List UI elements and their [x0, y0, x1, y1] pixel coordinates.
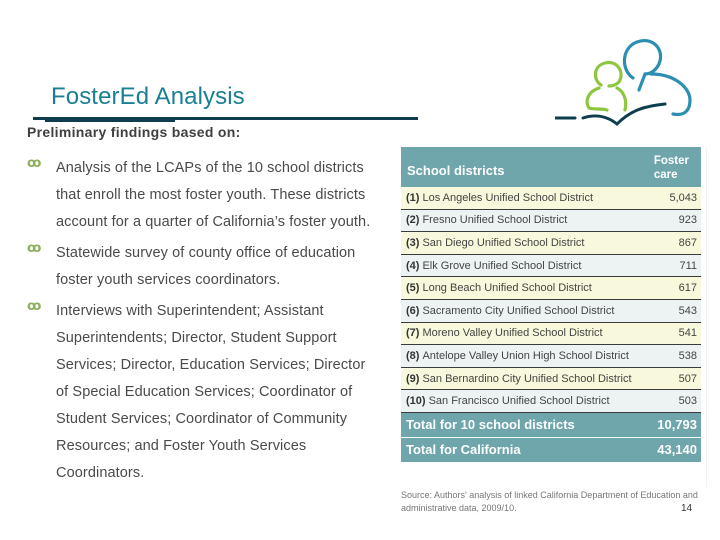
foster-care-count: 543	[678, 304, 697, 317]
bullet-line: Interviews with Superintendent; Assistant	[56, 303, 324, 319]
table-row	[401, 255, 701, 278]
district-name: San Bernardino City Unified School District	[422, 372, 632, 385]
district-name: San Diego Unified School District	[422, 236, 585, 249]
bullet-item	[27, 240, 387, 294]
bullet-line: Services; Director, Education Services; Director	[56, 357, 366, 373]
source-line: administrative data, 2009/10.	[401, 503, 517, 513]
source-line: Source: Authors' analysis of linked California Department of Education and	[401, 490, 698, 500]
table-row	[401, 323, 701, 346]
district-cell	[406, 305, 614, 317]
total-value: 10,793	[657, 417, 697, 433]
total-label: Total for 10 school districts	[406, 417, 575, 433]
table-row	[401, 345, 701, 368]
table-row	[401, 390, 701, 413]
district-cell	[406, 214, 567, 226]
foster-youth-table	[401, 147, 701, 463]
bullet-line: Resources; and Foster Youth Services	[56, 438, 307, 454]
rank-label: (10)	[406, 395, 426, 408]
header-foster-line2: care	[653, 169, 678, 181]
rank-label: (3)	[406, 236, 420, 249]
table-row	[401, 210, 701, 233]
total-value: 43,140	[657, 442, 697, 458]
bullet-line: Superintendents; Director, Student Support	[56, 330, 337, 346]
district-name: Sacramento City Unified School District	[422, 304, 615, 317]
bullet-line: of Special Education Services; Coordinator of	[56, 384, 353, 400]
rank-label: (4)	[406, 259, 420, 272]
table-body	[401, 187, 701, 413]
foster-care-count: 711	[679, 259, 697, 272]
title-divider-accent	[45, 118, 175, 122]
district-name: Elk Grove Unified School District	[422, 259, 582, 272]
bullet-line: account for a quarter of California’s foster youth.	[56, 214, 371, 230]
rank-label: (2)	[406, 214, 420, 227]
foster-care-count: 541	[678, 327, 697, 340]
logo-adult-figure	[624, 41, 660, 90]
header-foster-care	[654, 154, 689, 182]
table-row	[401, 277, 701, 300]
bullet-line: Coordinators.	[56, 465, 145, 481]
table-header	[401, 147, 701, 187]
bullet-item	[27, 155, 387, 236]
logo-book	[555, 104, 665, 124]
logo-child-body	[587, 88, 626, 110]
foster-care-count: 5,043	[669, 191, 697, 204]
table-row	[401, 232, 701, 255]
district-cell	[406, 373, 632, 385]
foster-care-count: 538	[678, 349, 697, 362]
bullet-line: foster youth services coordinators.	[56, 272, 281, 288]
table-total-row	[401, 413, 701, 438]
rank-label: (6)	[406, 304, 420, 317]
total-label: Total for California	[406, 442, 521, 458]
district-cell	[406, 282, 592, 294]
header-foster-line1: Foster	[653, 155, 689, 167]
rank-label: (8)	[406, 349, 420, 362]
rank-label: (1)	[406, 191, 420, 204]
rank-label: (9)	[406, 372, 420, 385]
rank-label: (5)	[406, 282, 420, 295]
subheading: Preliminary findings based on:	[27, 124, 241, 140]
bullet-line: Analysis of the LCAPs of the 10 school districts	[56, 160, 364, 176]
district-name: Antelope Valley Union High School District	[422, 349, 629, 362]
curl-bullet-icon: ꝏ	[27, 156, 42, 171]
bullet-item	[27, 298, 387, 487]
table-source-note	[401, 489, 720, 515]
district-name: Los Angeles Unified School District	[422, 191, 594, 204]
district-cell	[406, 327, 603, 339]
bullet-line: Statewide survey of county office of education	[56, 245, 356, 261]
table-row	[401, 187, 701, 210]
foster-care-count: 617	[678, 282, 697, 295]
table-row	[401, 300, 701, 323]
page-number: 14	[681, 503, 693, 514]
table-total-row	[401, 438, 701, 463]
district-cell	[406, 192, 593, 204]
foster-care-count: 507	[678, 372, 697, 385]
table-row	[401, 368, 701, 391]
district-cell	[406, 260, 581, 272]
district-cell	[406, 350, 629, 362]
foster-care-count: 923	[678, 214, 697, 227]
district-cell	[406, 395, 610, 407]
foster-care-count: 503	[678, 395, 697, 408]
curl-bullet-icon: ꝏ	[27, 241, 42, 256]
district-name: Long Beach Unified School District	[422, 282, 592, 295]
bullet-line: Student Services; Coordinator of Community	[56, 411, 348, 427]
fostered-logo-icon	[555, 30, 720, 130]
slide-edge	[706, 147, 707, 487]
district-cell	[406, 237, 584, 249]
bullet-list	[27, 155, 387, 491]
bullet-line: that enroll the most foster youth. These districts	[56, 187, 366, 203]
foster-care-count: 867	[678, 236, 697, 249]
district-name: San Francisco Unified School District	[428, 395, 610, 408]
rank-label: (7)	[406, 327, 420, 340]
logo-child-figure	[595, 63, 621, 86]
district-name: Moreno Valley Unified School District	[422, 327, 603, 340]
district-name: Fresno Unified School District	[422, 214, 568, 227]
header-school-districts: School districts	[407, 163, 505, 178]
logo-adult-body	[651, 74, 690, 114]
slide-title: FosterEd Analysis	[51, 83, 245, 110]
curl-bullet-icon: ꝏ	[27, 299, 42, 314]
